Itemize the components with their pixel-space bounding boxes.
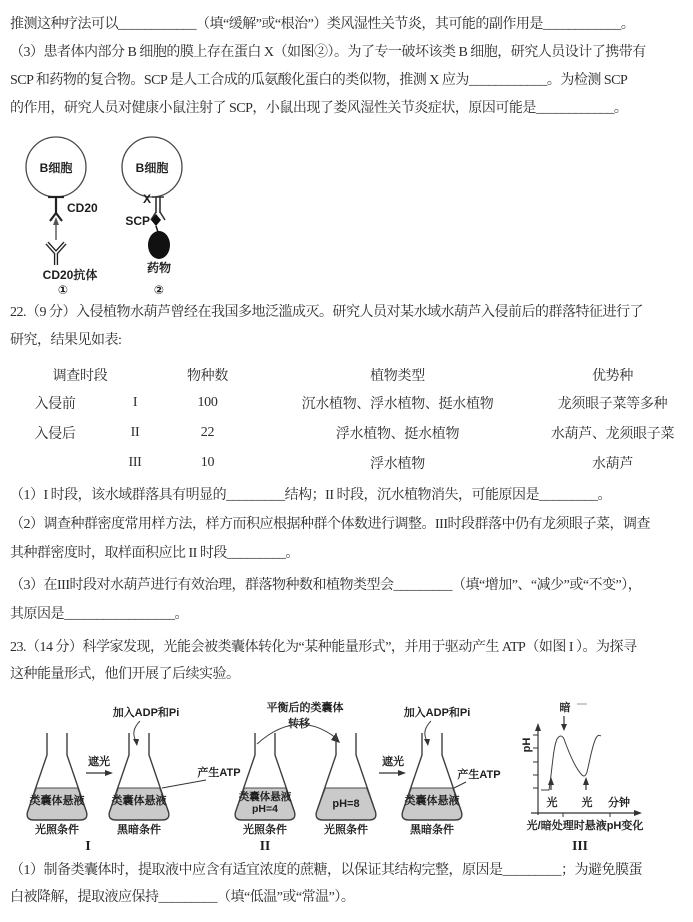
- produce-atp-label: 产生ATP: [197, 767, 241, 779]
- bcell-figure: [14, 136, 244, 296]
- q22-stem: [10, 299, 688, 355]
- x-axis-label: 分钟: [608, 797, 630, 809]
- dark-annotation-label: 暗: [559, 702, 571, 714]
- table-row: [0, 448, 693, 478]
- text-line: （1）I 时段，该水域群落具有明显的_________结构；II 时段，沉水植物消失，可能原因是_________。: [10, 488, 611, 503]
- text-line: （1）制备类囊体时，提取液中应含有适宜浓度的蔗糖，以保证其结构完整，原因是_________；为避免膜蛋: [10, 863, 642, 878]
- text-line: 这种能量形式，他们开展了后续实验。: [10, 667, 240, 682]
- produce-atp-label: 产生ATP: [457, 769, 501, 781]
- q23-stem: [10, 634, 688, 688]
- text-line: 其种群密度时，取样面积应比 II 时段_________。: [10, 546, 299, 561]
- intro-paragraph: [10, 11, 688, 123]
- text-line: 22.（9 分）入侵植物水葫芦曾经在我国多地泛滥成灭。研究人员对某水域水葫芦入侵前后的群落特征进行了: [10, 305, 643, 320]
- stage-cell: I: [132, 395, 138, 410]
- experiment-1-group: [27, 705, 240, 853]
- light-condition-label: 光照条件: [243, 824, 287, 836]
- text-line: （2）调查种群密度常用样方法，样方而积应根据种群个体数进行调整。III时段群落中仍有龙须眼子菜，调查: [10, 517, 650, 532]
- text-line: 研究，结果见如表:: [10, 333, 122, 348]
- circled-1-label: ①: [57, 283, 69, 296]
- dominant-cell: 水葫芦: [591, 457, 634, 472]
- graph-caption: 光/暗处理时悬液pH变化: [526, 820, 644, 832]
- light-condition-label: 光照条件: [324, 824, 368, 836]
- suspension-label: 类囊体悬液: [404, 795, 460, 807]
- dark-condition-label: 黑暗条件: [410, 824, 454, 836]
- text-line: 的作用，研究人员对健康小鼠注射了 SCP，小鼠出现了娄风湿性关节炎症状，原因可能是____________。: [10, 101, 628, 116]
- drug-ellipse-icon: [148, 231, 170, 259]
- circled-2-label: ②: [153, 283, 165, 296]
- types-cell: 浮水植物: [370, 457, 425, 472]
- suspension-label: 类囊体悬液: [238, 791, 292, 803]
- col-header-species: 物种数: [186, 369, 229, 384]
- add-adp-label: 加入ADP和Pi: [403, 707, 471, 719]
- dominant-cell: 龙须眼子菜等多种: [557, 397, 668, 412]
- table-row: [0, 388, 693, 418]
- col-header-dominant: 优势种: [591, 369, 634, 384]
- scp-label: SCP: [125, 214, 150, 228]
- text-line: （3）患者体内部分 B 细胞的膜上存在蛋白 X（如图②）。为了专一破坏该类 B 细胞，研究人员设计了携带有: [10, 45, 646, 60]
- suspension-label: 类囊体悬液: [29, 795, 85, 807]
- period-cell: 入侵前: [34, 397, 76, 412]
- ph4-label: pH=4: [252, 803, 278, 815]
- figure-3-roman-label: III: [572, 838, 588, 853]
- species-cell: 100: [197, 395, 218, 410]
- text-line: （3）在III时段对水葫芦进行有效治理，群落物种数和植物类型会_________（填“增加”、“减少”或“不变”），: [10, 578, 642, 593]
- table-header-row: [0, 362, 693, 388]
- shade-arrow-icon: [86, 770, 113, 776]
- stage-cell: III: [128, 455, 142, 470]
- types-cell: 浮水植物、挺水植物: [335, 427, 460, 442]
- text-line: 白被降解，提取液应保持_________（填“低温”或“常温”）。: [10, 890, 355, 905]
- thylakoid-experiment-figure: [0, 698, 693, 858]
- types-cell: 沉水植物、浮水植物、挺水植物: [301, 397, 494, 412]
- dark-condition-label: 黑暗条件: [117, 824, 161, 836]
- suspension-label: 类囊体悬液: [111, 795, 167, 807]
- species-cell: 22: [200, 425, 215, 440]
- cd20-antibody-label: CD20抗体: [42, 268, 98, 282]
- ph8-label: pH=8: [332, 798, 360, 810]
- drug-label: 药物: [146, 261, 172, 275]
- pointer-line: [162, 780, 206, 788]
- protein-x-label: X: [142, 192, 151, 206]
- figure-2-roman-label: II: [259, 838, 271, 853]
- q22-subquestions: [10, 481, 688, 629]
- x-axis: [531, 810, 642, 817]
- text-line: 推测这种疗法可以____________（填“缓解”或“根治”）类风湿性关节炎，其可能的副作用是____________。: [10, 17, 635, 32]
- equilibrated-thylakoid-label: 平衡后的类囊体: [266, 702, 344, 714]
- text-line: 其原因是_________________。: [10, 607, 188, 622]
- add-adp-arrow-icon: [133, 721, 140, 746]
- dominant-cell: 水葫芦、龙须眼子菜: [550, 427, 675, 442]
- table-row: [0, 418, 693, 448]
- light-condition-label: 光照条件: [35, 824, 79, 836]
- text-line: 23.（14 分）科学家发现，光能会被类囊体转化为“某种能量形式”，并用于驱动产生 ATP（如图 I ）。为探寻: [10, 640, 637, 655]
- add-adp-label: 加入ADP和Pi: [112, 707, 180, 719]
- col-header-period: 调查时段: [52, 369, 108, 384]
- antibody-icon: [47, 243, 65, 265]
- community-table: [0, 362, 693, 478]
- col-header-types: 植物类型: [370, 369, 425, 384]
- period-cell: 入侵后: [34, 427, 76, 442]
- up-arrow-icon: [53, 217, 59, 240]
- species-cell: 10: [200, 455, 215, 470]
- shade-arrow-icon: [379, 770, 406, 776]
- up-arrow-icon: [583, 777, 589, 790]
- down-arrow-icon: [561, 716, 567, 731]
- y-axis-label: pH: [521, 737, 533, 753]
- bcell-label: B细胞: [39, 161, 73, 175]
- shade-label: 遮光: [88, 756, 110, 768]
- bcell-label: B细胞: [135, 161, 169, 175]
- bcell-2-diagram: [122, 137, 182, 296]
- bcell-1-diagram: [26, 137, 98, 296]
- shade-label: 遮光: [382, 756, 404, 768]
- q23-subquestion: [10, 857, 688, 911]
- transfer-label: 转移: [288, 718, 310, 730]
- text-line: SCP 和药物的复合物。SCP 是人工合成的瓜氨酸化蛋白的类似物，推测 X 应为____________。为检测 SCP: [10, 73, 628, 88]
- ph-graph-group: [521, 700, 643, 853]
- light-annotation-label: 光: [546, 797, 558, 809]
- scp-diamond-icon: [151, 214, 161, 226]
- experiment-2-group: [235, 700, 500, 853]
- cd20-label: CD20: [67, 201, 98, 215]
- pointer-line: [454, 782, 466, 788]
- light-annotation-label: 光: [581, 797, 593, 809]
- y-axis: [533, 723, 541, 815]
- add-adp-arrow-icon: [424, 721, 431, 746]
- stage-cell: II: [130, 425, 140, 440]
- figure-1-roman-label: I: [85, 838, 91, 853]
